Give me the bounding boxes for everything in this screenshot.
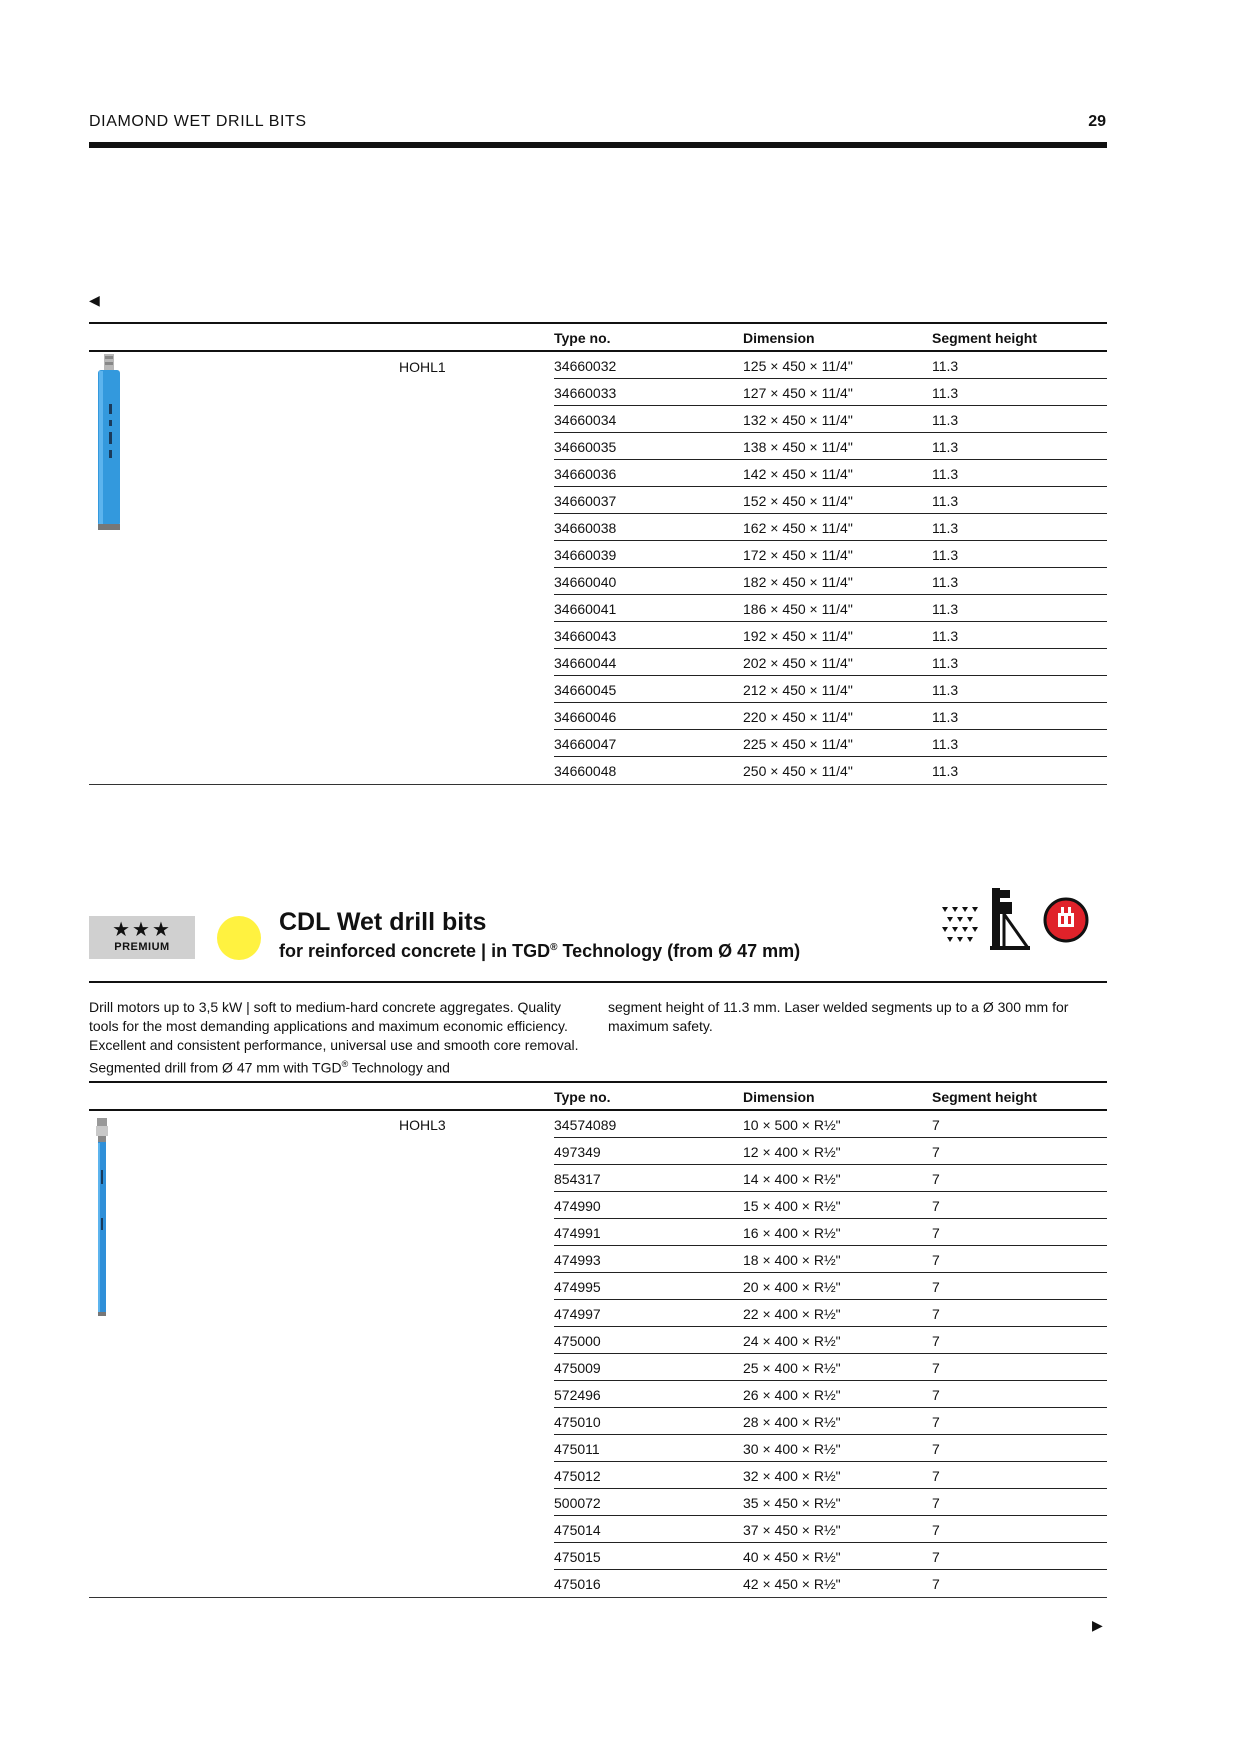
table-row bbox=[89, 649, 1107, 676]
page-number: 29 bbox=[1088, 113, 1106, 130]
segment-height: 7 bbox=[932, 1252, 940, 1268]
table-row bbox=[89, 757, 1107, 784]
dimension: 24 × 400 × R½" bbox=[743, 1333, 841, 1349]
product-code-label: HOHL3 bbox=[399, 1117, 446, 1133]
table-row bbox=[89, 1570, 1107, 1597]
table-row bbox=[89, 1381, 1107, 1408]
type-number: 475009 bbox=[554, 1360, 601, 1376]
segment-height: 11.3 bbox=[932, 493, 959, 509]
premium-badge bbox=[89, 916, 195, 959]
table-row bbox=[89, 1273, 1107, 1300]
type-number: 475014 bbox=[554, 1522, 601, 1538]
table-row bbox=[89, 1111, 1107, 1138]
type-number: 475000 bbox=[554, 1333, 601, 1349]
table-row bbox=[89, 1246, 1107, 1273]
drill-stand-icon bbox=[990, 888, 1030, 950]
column-header-segment-height: Segment height bbox=[932, 330, 1038, 346]
dimension: 15 × 400 × R½" bbox=[743, 1198, 841, 1214]
segment-height: 7 bbox=[932, 1117, 940, 1133]
type-number: 497349 bbox=[554, 1144, 601, 1160]
segment-height: 7 bbox=[932, 1144, 940, 1160]
segment-height: 11.3 bbox=[932, 574, 959, 590]
type-number: 34660040 bbox=[554, 574, 617, 590]
product-code-label: HOHL1 bbox=[399, 359, 446, 375]
segment-height: 11.3 bbox=[932, 466, 959, 482]
product-subtitle: for reinforced concrete | in TGD® Technology (from Ø 47 mm) bbox=[279, 941, 801, 961]
segment-height: 7 bbox=[932, 1549, 940, 1565]
table-row bbox=[89, 1489, 1107, 1516]
dimension: 152 × 450 × 11/4" bbox=[743, 493, 853, 509]
segment-height: 7 bbox=[932, 1522, 940, 1538]
dimension: 125 × 450 × 11/4" bbox=[743, 358, 853, 374]
table-row bbox=[89, 1165, 1107, 1192]
dimension: 25 × 400 × R½" bbox=[743, 1360, 841, 1376]
type-number: 475012 bbox=[554, 1468, 601, 1484]
table-row bbox=[89, 1516, 1107, 1543]
dimension: 212 × 450 × 11/4" bbox=[743, 682, 853, 698]
table-row bbox=[89, 622, 1107, 649]
title-rule bbox=[89, 981, 1107, 983]
segment-height: 11.3 bbox=[932, 547, 959, 563]
table-row bbox=[89, 703, 1107, 730]
segment-height: 7 bbox=[932, 1171, 940, 1187]
table-row bbox=[89, 406, 1107, 433]
badge-label: PREMIUM bbox=[114, 941, 170, 953]
dimension: 186 × 450 × 11/4" bbox=[743, 601, 853, 617]
dimension: 35 × 450 × R½" bbox=[743, 1495, 841, 1511]
dimension: 16 × 400 × R½" bbox=[743, 1225, 841, 1241]
segment-height: 7 bbox=[932, 1279, 940, 1295]
dimension: 14 × 400 × R½" bbox=[743, 1171, 841, 1187]
table-row bbox=[89, 1300, 1107, 1327]
type-number: 475016 bbox=[554, 1576, 601, 1592]
segment-height: 7 bbox=[932, 1225, 940, 1241]
type-number: 474990 bbox=[554, 1198, 601, 1214]
segment-height: 7 bbox=[932, 1495, 940, 1511]
dimension: 10 × 500 × R½" bbox=[743, 1117, 841, 1133]
table-row bbox=[89, 568, 1107, 595]
table-row bbox=[89, 730, 1107, 757]
type-number: 34660035 bbox=[554, 439, 617, 455]
dimension: 220 × 450 × 11/4" bbox=[743, 709, 853, 725]
dimension: 26 × 400 × R½" bbox=[743, 1387, 841, 1403]
type-number: 34660041 bbox=[554, 601, 617, 617]
next-page-arrow-icon[interactable]: ▶ bbox=[1092, 1617, 1103, 1633]
column-header-dimension: Dimension bbox=[743, 1089, 815, 1105]
dimension: 162 × 450 × 11/4" bbox=[743, 520, 853, 536]
header-rule bbox=[89, 142, 1107, 148]
table-row bbox=[89, 352, 1107, 379]
type-number: 34660043 bbox=[554, 628, 617, 644]
dimension: 37 × 450 × R½" bbox=[743, 1522, 841, 1538]
segment-height: 7 bbox=[932, 1387, 940, 1403]
dimension: 192 × 450 × 11/4" bbox=[743, 628, 853, 644]
column-header-type: Type no. bbox=[554, 1089, 611, 1105]
dimension: 42 × 450 × R½" bbox=[743, 1576, 841, 1592]
table-row bbox=[89, 595, 1107, 622]
star-rating-icon: ★★★ bbox=[112, 919, 172, 941]
column-header-dimension: Dimension bbox=[743, 330, 815, 346]
table-row bbox=[89, 514, 1107, 541]
type-number: 475010 bbox=[554, 1414, 601, 1430]
type-number: 34660034 bbox=[554, 412, 617, 428]
table-row bbox=[89, 460, 1107, 487]
table-row bbox=[89, 1543, 1107, 1570]
segment-height: 11.3 bbox=[932, 709, 959, 725]
dimension: 20 × 400 × R½" bbox=[743, 1279, 841, 1295]
table-row bbox=[89, 1327, 1107, 1354]
type-number: 475011 bbox=[554, 1441, 600, 1457]
type-number: 34660046 bbox=[554, 709, 617, 725]
type-number: 34660048 bbox=[554, 763, 617, 779]
dimension: 32 × 400 × R½" bbox=[743, 1468, 841, 1484]
table-row bbox=[89, 433, 1107, 460]
segment-height: 11.3 bbox=[932, 601, 959, 617]
segment-height: 11.3 bbox=[932, 736, 959, 752]
segment-height: 11.3 bbox=[932, 439, 959, 455]
table-header bbox=[89, 324, 1107, 351]
dimension: 202 × 450 × 11/4" bbox=[743, 655, 853, 671]
dimension: 12 × 400 × R½" bbox=[743, 1144, 841, 1160]
segment-height: 11.3 bbox=[932, 358, 959, 374]
dimension: 18 × 400 × R½" bbox=[743, 1252, 841, 1268]
dimension: 28 × 400 × R½" bbox=[743, 1414, 841, 1430]
type-number: 34660037 bbox=[554, 493, 617, 509]
type-number: 474991 bbox=[554, 1225, 601, 1241]
running-header: DIAMOND WET DRILL BITS bbox=[89, 113, 307, 130]
segment-height: 11.3 bbox=[932, 520, 959, 536]
type-number: 34660038 bbox=[554, 520, 617, 536]
segment-height: 7 bbox=[932, 1468, 940, 1484]
type-number: 475015 bbox=[554, 1549, 601, 1565]
segment-height: 7 bbox=[932, 1576, 940, 1592]
type-number: 34660044 bbox=[554, 655, 617, 671]
type-number: 500072 bbox=[554, 1495, 601, 1511]
wet-drilling-icon bbox=[1043, 897, 1089, 943]
type-number: 34660033 bbox=[554, 385, 617, 401]
segment-height: 7 bbox=[932, 1333, 940, 1349]
table-bottom-rule bbox=[89, 784, 1107, 785]
column-header-segment-height: Segment height bbox=[932, 1089, 1038, 1105]
segment-height: 7 bbox=[932, 1360, 940, 1376]
dimension: 127 × 450 × 11/4" bbox=[743, 385, 853, 401]
type-number: 474993 bbox=[554, 1252, 601, 1268]
dimension: 132 × 450 × 11/4" bbox=[743, 412, 853, 428]
segment-height: 7 bbox=[932, 1414, 940, 1430]
segment-height: 7 bbox=[932, 1306, 940, 1322]
product-title: CDL Wet drill bits bbox=[279, 908, 487, 936]
segment-height: 11.3 bbox=[932, 412, 959, 428]
table-row bbox=[89, 487, 1107, 514]
table-row bbox=[89, 676, 1107, 703]
table-row bbox=[89, 1462, 1107, 1489]
type-number: 572496 bbox=[554, 1387, 601, 1403]
segment-height: 11.3 bbox=[932, 682, 959, 698]
dimension: 182 × 450 × 11/4" bbox=[743, 574, 853, 590]
table-bottom-rule bbox=[89, 1597, 1107, 1598]
dimension: 142 × 450 × 11/4" bbox=[743, 466, 853, 482]
type-number: 34574089 bbox=[554, 1117, 617, 1133]
table-row bbox=[89, 1408, 1107, 1435]
dimension: 40 × 450 × R½" bbox=[743, 1549, 841, 1565]
segment-height: 11.3 bbox=[932, 628, 959, 644]
dimension: 172 × 450 × 11/4" bbox=[743, 547, 853, 563]
type-number: 474995 bbox=[554, 1279, 601, 1295]
yellow-dot-icon bbox=[217, 916, 261, 960]
type-number: 34660039 bbox=[554, 547, 617, 563]
segment-height: 7 bbox=[932, 1441, 940, 1457]
dimension: 225 × 450 × 11/4" bbox=[743, 736, 853, 752]
table-row bbox=[89, 379, 1107, 406]
previous-page-arrow-icon[interactable]: ◀ bbox=[89, 292, 100, 308]
type-number: 34660036 bbox=[554, 466, 617, 482]
dimension: 250 × 450 × 11/4" bbox=[743, 763, 853, 779]
description-right: segment height of 11.3 mm. Laser welded segments up to a Ø 300 mm for maximum safety. bbox=[608, 999, 1069, 1034]
type-number: 854317 bbox=[554, 1171, 601, 1187]
table-row bbox=[89, 1435, 1107, 1462]
table-header bbox=[89, 1083, 1107, 1110]
column-header-type: Type no. bbox=[554, 330, 611, 346]
table-row bbox=[89, 1138, 1107, 1165]
diamond-pattern-icon bbox=[940, 905, 980, 945]
segment-height: 7 bbox=[932, 1198, 940, 1214]
table-row bbox=[89, 1192, 1107, 1219]
dimension: 22 × 400 × R½" bbox=[743, 1306, 841, 1322]
dimension: 30 × 400 × R½" bbox=[743, 1441, 841, 1457]
segment-height: 11.3 bbox=[932, 763, 959, 779]
segment-height: 11.3 bbox=[932, 655, 959, 671]
table-row bbox=[89, 1354, 1107, 1381]
table-row bbox=[89, 1219, 1107, 1246]
dimension: 138 × 450 × 11/4" bbox=[743, 439, 853, 455]
type-number: 34660032 bbox=[554, 358, 617, 374]
type-number: 474997 bbox=[554, 1306, 601, 1322]
description-left: Drill motors up to 3,5 kW | soft to medium-hard concrete aggregates. Quality tools for the most demanding applications and maximum economic efficiency. Excellent and consistent performance, universal use and smooth core removal. Segmented drill from Ø 47 mm with TGD® Technology and bbox=[89, 999, 579, 1076]
segment-height: 11.3 bbox=[932, 385, 959, 401]
type-number: 34660047 bbox=[554, 736, 617, 752]
type-number: 34660045 bbox=[554, 682, 617, 698]
table-row bbox=[89, 541, 1107, 568]
